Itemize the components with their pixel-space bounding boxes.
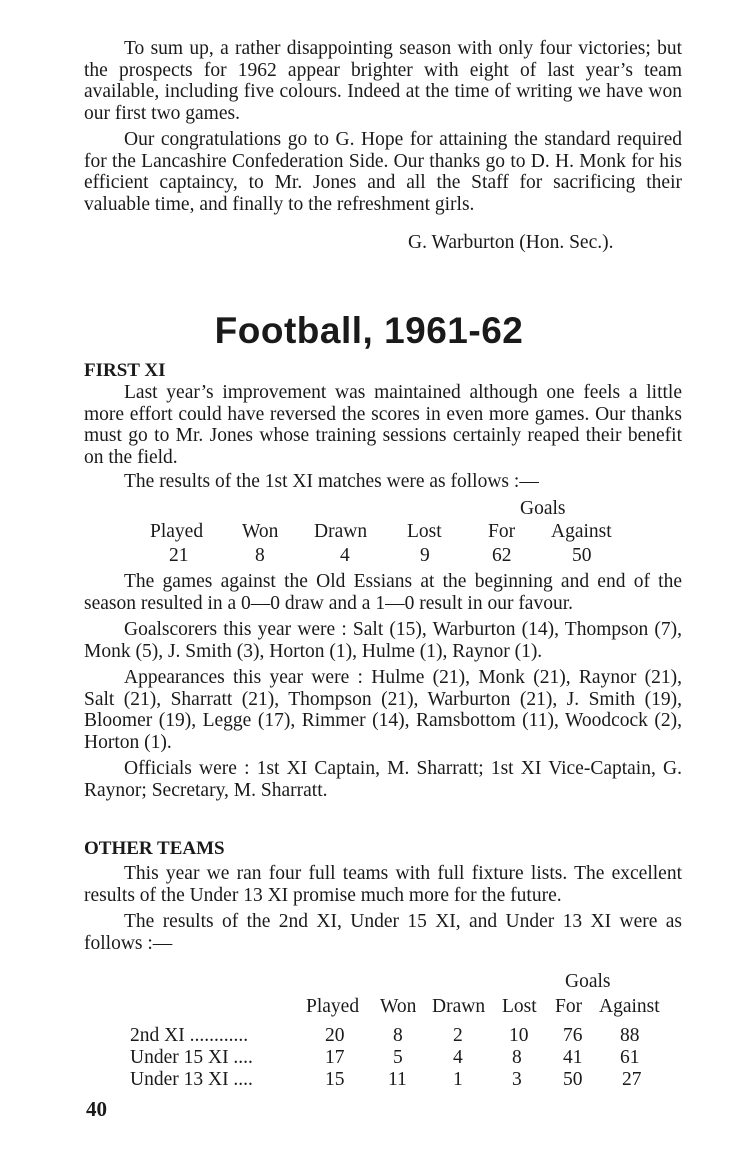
table-cell: 17	[325, 1047, 345, 1068]
column-header: Against	[551, 521, 612, 542]
column-header: Won	[380, 996, 417, 1017]
table-cell: 5	[393, 1047, 403, 1068]
table-cell: 10	[509, 1025, 529, 1046]
table-cell: 3	[512, 1069, 522, 1090]
table-cell: 20	[325, 1025, 345, 1046]
table-cell: 62	[492, 545, 512, 566]
table-cell: 21	[169, 545, 189, 566]
table-cell: 88	[620, 1025, 640, 1046]
column-header: Lost	[407, 521, 442, 542]
table-cell: 76	[563, 1025, 583, 1046]
section-heading: FIRST XI	[84, 360, 166, 381]
page-number: 40	[86, 1097, 107, 1121]
team-name: Under 15 XI ....	[130, 1047, 253, 1068]
table-cell: 50	[572, 545, 592, 566]
table-cell: 4	[340, 545, 350, 566]
table-cell: 15	[325, 1069, 345, 1090]
intro-paragraph: To sum up, a rather disappointing season with only four victories; but the prospects for 1962 appear brighter with eight of last year’s team available, including five colours. Indeed at the time of writing we have won our first two games.	[84, 38, 682, 124]
page-title: Football, 1961-62	[214, 310, 524, 351]
column-header: Won	[242, 521, 279, 542]
section-heading: OTHER TEAMS	[84, 838, 225, 859]
column-header: Drawn	[432, 996, 486, 1017]
first-xi-paragraph: The games against the Old Essians at the beginning and end of the season resulted in a 0—0 draw and a 1—0 result in our favour.	[84, 571, 682, 614]
intro-paragraph: Our congratulations go to G. Hope for attaining the standard required for the Lancashire Confederation Side. Our thanks go to D. H. Monk for his efficient captaincy, to Mr. Jones and all the Staff for sacrificing their valuable time, and finally to the refreshment girls.	[84, 129, 682, 215]
column-header: Against	[599, 996, 660, 1017]
team-name: 2nd XI ............	[130, 1025, 249, 1046]
column-header: Played	[306, 996, 360, 1017]
first-xi-section	[84, 360, 682, 493]
table-cell: 8	[512, 1047, 522, 1068]
table-cell: 8	[393, 1025, 403, 1046]
table-cell: 61	[620, 1047, 640, 1068]
column-header: For	[488, 521, 516, 542]
table-cell: 27	[622, 1069, 642, 1090]
intro-section	[84, 38, 682, 215]
table-cell: 11	[388, 1069, 407, 1090]
goalscorers-paragraph: Goalscorers this year were : Salt (15), Warburton (14), Thompson (7), Monk (5), J. Smith (3), Horton (1), Hulme (1), Raynor (1).	[84, 619, 682, 662]
table-cell: 50	[563, 1069, 583, 1090]
first-xi-notes	[84, 571, 682, 801]
goals-group-header: Goals	[520, 498, 566, 519]
other-teams-paragraph: This year we ran four full teams with full fixture lists. The excellent results of the Under 13 XI promise much more for the future.	[84, 863, 682, 906]
column-header: Played	[150, 521, 204, 542]
signature: G. Warburton (Hon. Sec.).	[408, 232, 614, 253]
officials-paragraph: Officials were : 1st XI Captain, M. Sharratt; 1st XI Vice-Captain, G. Raynor; Secretary, M. Sharratt.	[84, 758, 682, 801]
other-teams-paragraph: The results of the 2nd XI, Under 15 XI, and Under 13 XI were as follows :—	[84, 911, 682, 954]
other-teams-section	[84, 838, 682, 954]
column-header: Lost	[502, 996, 537, 1017]
column-header: For	[555, 996, 583, 1017]
table-cell: 41	[563, 1047, 583, 1068]
table-cell: 4	[453, 1047, 463, 1068]
table-cell: 9	[420, 545, 430, 566]
table-cell: 1	[453, 1069, 463, 1090]
goals-group-header: Goals	[565, 971, 611, 992]
appearances-paragraph: Appearances this year were : Hulme (21), Monk (21), Raynor (21), Salt (21), Sharratt (21), Thompson (21), Warburton (21), J. Smith (19), Bloomer (19), Legge (17), Rimmer (14), Ramsbottom (11), Woodcock (2), Horton (1).	[84, 667, 682, 753]
first-xi-paragraph: The results of the 1st XI matches were as follows :—	[124, 471, 539, 492]
table-cell: 8	[255, 545, 265, 566]
table-cell: 2	[453, 1025, 463, 1046]
column-header: Drawn	[314, 521, 368, 542]
first-xi-paragraph: Last year’s improvement was maintained although one feels a little more effort could have reversed the scores in even more games. Our thanks must go to Mr. Jones whose training sessions certainly reaped their benefit on the field.	[84, 382, 682, 468]
team-name: Under 13 XI ....	[130, 1069, 253, 1090]
